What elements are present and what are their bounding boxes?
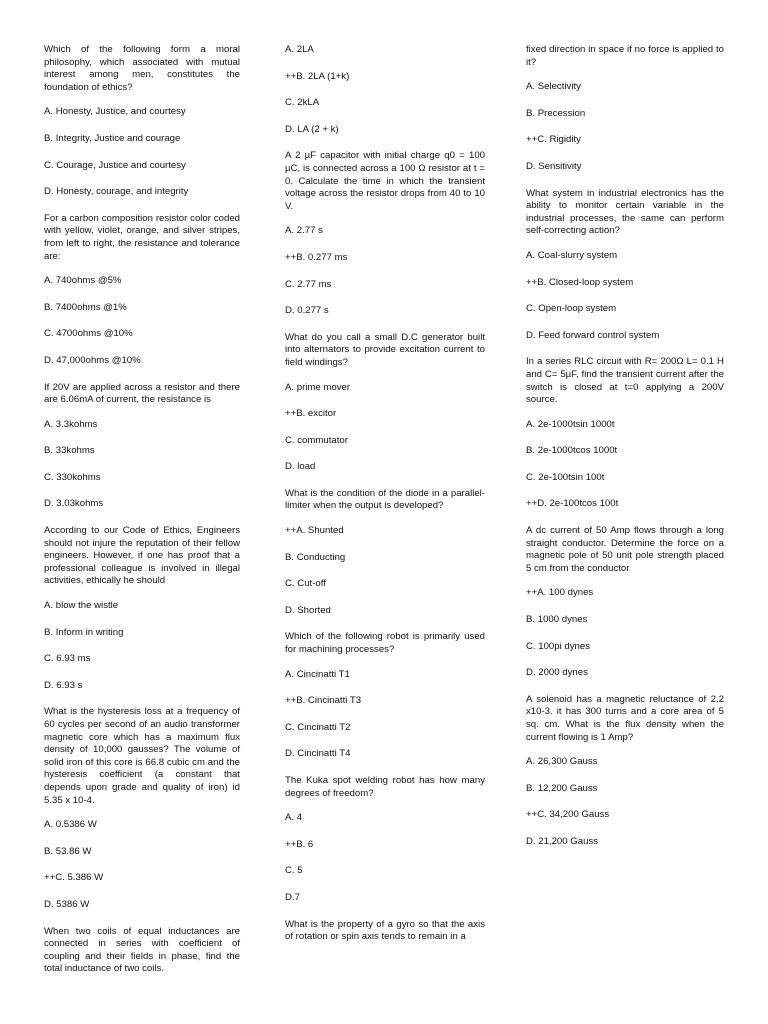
answer-option: D. Cincinatti T4: [285, 748, 351, 760]
answer-option: B. 53.86 W: [44, 845, 92, 857]
answer-option: D. Sensitivity: [526, 160, 582, 172]
answer-option: A. 3.3kohms: [44, 418, 98, 430]
answer-option: D.7: [285, 891, 300, 903]
question-text: Which of the following robot is primarily used for machining processes?: [285, 631, 485, 656]
answer-option: ++B. Cincinatti T3: [285, 695, 362, 707]
answer-option: A. Coal-slurry system: [526, 249, 618, 261]
question-text: What is the condition of the diode in a parallel-limiter when the output is developed?: [285, 487, 485, 512]
answer-option: B. Integrity, Justice and courage: [44, 132, 181, 144]
question-text: When two coils of equal inductances are connected in series with coefficient of coupling and their fields in phase, find the total inductance of two coils.: [44, 925, 240, 975]
answer-option: D. LA (2 + k): [285, 123, 339, 135]
answer-option: B. Conducting: [285, 551, 346, 563]
question-text: What system in industrial electronics has the ability to monitor certain variable in the industrial processes, the same can perform self-correcting action?: [526, 187, 724, 237]
answer-option: D. 3.03kohms: [44, 498, 104, 510]
question-text: What is the hysteresis loss at a frequency of 60 cycles per second of an audio transformer magnetic core which has a maximum flux density of 10,000 gausses? The volume of solid iron of this core is 66.8 cubic cm and the hysteresis coefficient (a constant that depends upon grade and quality of iron) id 5.35 x 10-4.: [44, 706, 240, 806]
question-text: A dc current of 50 Amp flows through a long straight conductor. Determine the force on a magnetic pole of 50 unit pole strength placed 5 cm from the conductor: [526, 525, 724, 574]
question-text: What do you call a small D.C generator built into alternators to provide excitation current to field windings?: [285, 331, 485, 368]
question-text: fixed direction in space if no force is applied to it?: [526, 44, 724, 68]
question-text: In a series RLC circuit with R= 200Ω L= 0.1 H and C= 5µF, find the transient current after the switch is closed at t=0 applying a 200V source.: [526, 356, 724, 406]
answer-option: C. commutator: [285, 434, 348, 446]
question-text: If 20V are applied across a resistor and there are 6.06mA of current, the resistance is: [44, 381, 240, 406]
answer-option: A. 2e-1000tsin 1000t: [526, 418, 615, 430]
column-middle: [285, 44, 485, 956]
answer-option: ++B. 0.277 ms: [285, 251, 348, 263]
answer-option: ++B. 2LA (1+k): [285, 70, 350, 82]
answer-option: C. Courage, Justice and courtesy: [44, 159, 186, 171]
answer-option: B. 1000 dynes: [526, 614, 588, 626]
answer-option: A. 0.5386 W: [44, 819, 97, 831]
answer-option: C. 2.77 ms: [285, 278, 332, 290]
answer-option: D. Honesty, courage, and integrity: [44, 186, 189, 198]
answer-option: A. blow the wistle: [44, 600, 119, 612]
answer-option: ++C. 34,200 Gauss: [526, 809, 610, 821]
answer-option: A. Cincinatti T1: [285, 668, 350, 680]
answer-option: C. 6.93 ms: [44, 653, 91, 665]
answer-option: ++D. 2e-100tcos 100t: [526, 498, 619, 510]
answer-option: C. Cut-off: [285, 578, 326, 590]
answer-option: B. 33kohms: [44, 445, 95, 457]
answer-option: D. 6.93 s: [44, 679, 83, 691]
column-left: [44, 44, 240, 988]
answer-option: C. 5: [285, 865, 303, 877]
answer-option: A. 4: [285, 812, 303, 824]
question-text: Which of the following form a moral philosophy, which associated with mutual interest among men, constitutes the foundation of ethics?: [44, 44, 240, 93]
answer-option: B. Precession: [526, 107, 586, 119]
answer-option: C. 100pi dynes: [526, 640, 590, 652]
answer-option: D. 0.277 s: [285, 305, 329, 317]
answer-option: B. 12,200 Gauss: [526, 782, 598, 794]
answer-option: C. Cincinatti T2: [285, 721, 351, 733]
answer-option: A. prime mover: [285, 381, 351, 393]
answer-option: ++A. 100 dynes: [526, 587, 594, 599]
answer-option: A. Honesty, Justice, and courtesy: [44, 106, 186, 118]
question-text: The Kuka spot welding robot has how many degrees of freedom?: [285, 775, 485, 799]
answer-option: C. 2e-100tsin 100t: [526, 471, 605, 483]
answer-option: ++B. 6: [285, 838, 314, 850]
answer-option: D. load: [285, 461, 316, 473]
question-text: According to our Code of Ethics, Engineers should not injure the reputation of their fellow engineers. However, if one has proof that a professional colleague is involved in illegal activities, ethically he should: [44, 525, 240, 587]
answer-option: D. 2000 dynes: [526, 667, 588, 679]
answer-option: A. 740ohms @5%: [44, 275, 122, 287]
column-right: [526, 44, 724, 863]
question-text: A solenoid has a magnetic reluctance of 2.2 x10-3. it has 300 turns and a core area of 5 sq. cm. What is the flux density when the current flowing is 1 Amp?: [526, 693, 724, 743]
answer-option: ++A. Shunted: [285, 525, 344, 537]
answer-option: B. Inform in writing: [44, 626, 124, 638]
question-text: For a carbon composition resistor color coded with yellow, violet, orange, and silver stripes, from left to right, the resistance and tolerance are:: [44, 212, 240, 262]
answer-option: C. 4700ohms @10%: [44, 328, 133, 340]
answer-option: ++C. 5.386 W: [44, 872, 104, 884]
answer-option: A. 26,300 Gauss: [526, 756, 598, 768]
answer-option: D. Feed forward control system: [526, 329, 660, 341]
answer-option: ++B. Closed-loop system: [526, 276, 634, 288]
answer-option: ++B. excitor: [285, 408, 337, 420]
answer-option: A. 2LA: [285, 44, 314, 55]
answer-option: D. 21,200 Gauss: [526, 835, 598, 847]
answer-option: B. 7400ohms @1%: [44, 301, 127, 313]
answer-option: B. 2e-1000tcos 1000t: [526, 445, 618, 457]
answer-option: A. Selectivity: [526, 81, 581, 93]
answer-option: C. 2kLA: [285, 97, 320, 109]
question-text: What is the property of a gyro so that the axis of rotation or spin axis tends to remain in a: [285, 918, 485, 943]
answer-option: ++C. Rigidity: [526, 134, 581, 146]
answer-option: C. Open-loop system: [526, 303, 617, 315]
answer-option: D. Shorted: [285, 604, 331, 616]
answer-option: C. 330kohms: [44, 471, 101, 483]
question-text: A 2 µF capacitor with initial charge q0 = 100 µC, is connected across a 100 Ω resistor at t = 0. Calculate the time in which the transient voltage across the resistor drops from 40 to 10 V.: [285, 150, 485, 212]
answer-option: D. 47,000ohms @10%: [44, 354, 141, 366]
answer-option: D. 5386 W: [44, 898, 90, 910]
answer-option: A. 2.77 s: [285, 225, 323, 237]
